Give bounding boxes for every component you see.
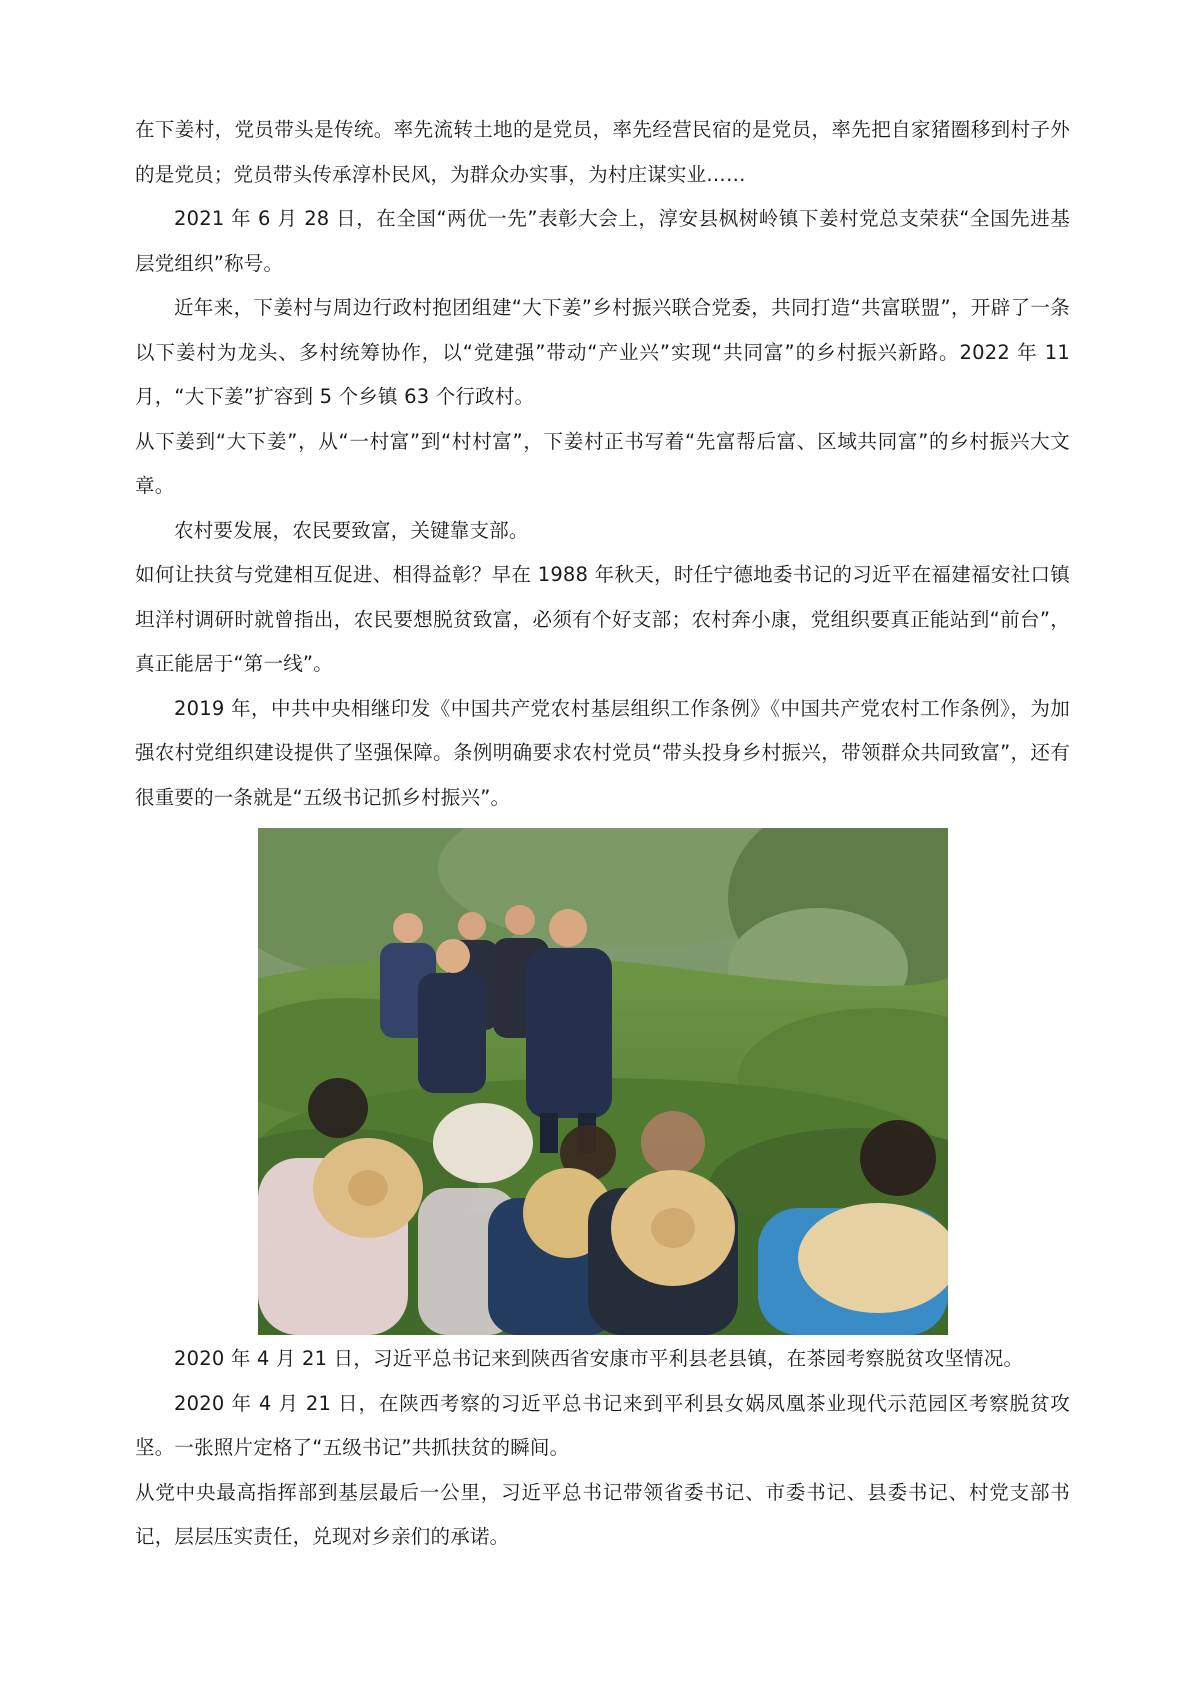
text-block-top	[135, 108, 1070, 820]
paragraph: 在下姜村，党员带头是传统。率先流转土地的是党员，率先经营民宿的是党员，率先把自家猪圈移到村子外的是党员；党员带头传承淳朴民风，为群众办实事，为村庄谋实业……	[135, 118, 1070, 186]
paragraph: 近年来，下姜村与周边行政村抱团组建“大下姜”乡村振兴联合党委，共同打造“共富联盟”，开辟了一条以下姜村为龙头、多村统筹协作，以“党建强”带动“产业兴”实现“共同富”的乡村振兴新路。2022 年 11 月，“大下姜”扩容到 5 个乡镇 63 个行政村。	[135, 296, 1070, 408]
paragraph: 如何让扶贫与党建相互促进、相得益彰？早在 1988 年秋天，时任宁德地委书记的习近平在福建福安社口镇坦洋村调研时就曾指出，农民要想脱贫致富，必须有个好支部；农村奔小康，党组织要真正能站到“前台”，真正能居于“第一线”。	[135, 563, 1070, 675]
tea-garden-photo	[258, 828, 948, 1335]
paragraph: 2019 年，中共中央相继印发《中国共产党农村基层组织工作条例》《中国共产党农村工作条例》，为加强农村党组织建设提供了坚强保障。条例明确要求农村党员“带头投身乡村振兴，带领群众共同致富”，还有很重要的一条就是“五级书记抓乡村振兴”。	[135, 696, 1070, 809]
paragraph: 2020 年 4 月 21 日，在陕西考察的习近平总书记来到平利县女娲凤凰茶业现代示范园区考察脱贫攻坚。一张照片定格了“五级书记”共抓扶贫的瞬间。	[135, 1391, 1070, 1459]
paragraph: 从党中央最高指挥部到基层最后一公里，习近平总书记带领省委书记、市委书记、县委书记、村党支部书记，层层压实责任，兑现对乡亲们的承诺。	[135, 1480, 1070, 1548]
paragraph: 2021 年 6 月 28 日，在全国“两优一先”表彰大会上，淳安县枫树岭镇下姜村党总支荣获“全国先进基层党组织”称号。	[135, 207, 1070, 275]
photo-illustration	[258, 828, 948, 1335]
photo-caption: 2020 年 4 月 21 日，习近平总书记来到陕西省安康市平利县老县镇，在茶园考察脱贫攻坚情况。	[174, 1347, 1024, 1370]
paragraph: 从下姜到“大下姜”，从“一村富”到“村村富”，下姜村正书写着“先富帮后富、区域共同富”的乡村振兴大文章。	[135, 429, 1070, 497]
text-block-bottom	[135, 1337, 1070, 1560]
paragraph: 农村要发展，农民要致富，关键靠支部。	[174, 518, 529, 542]
